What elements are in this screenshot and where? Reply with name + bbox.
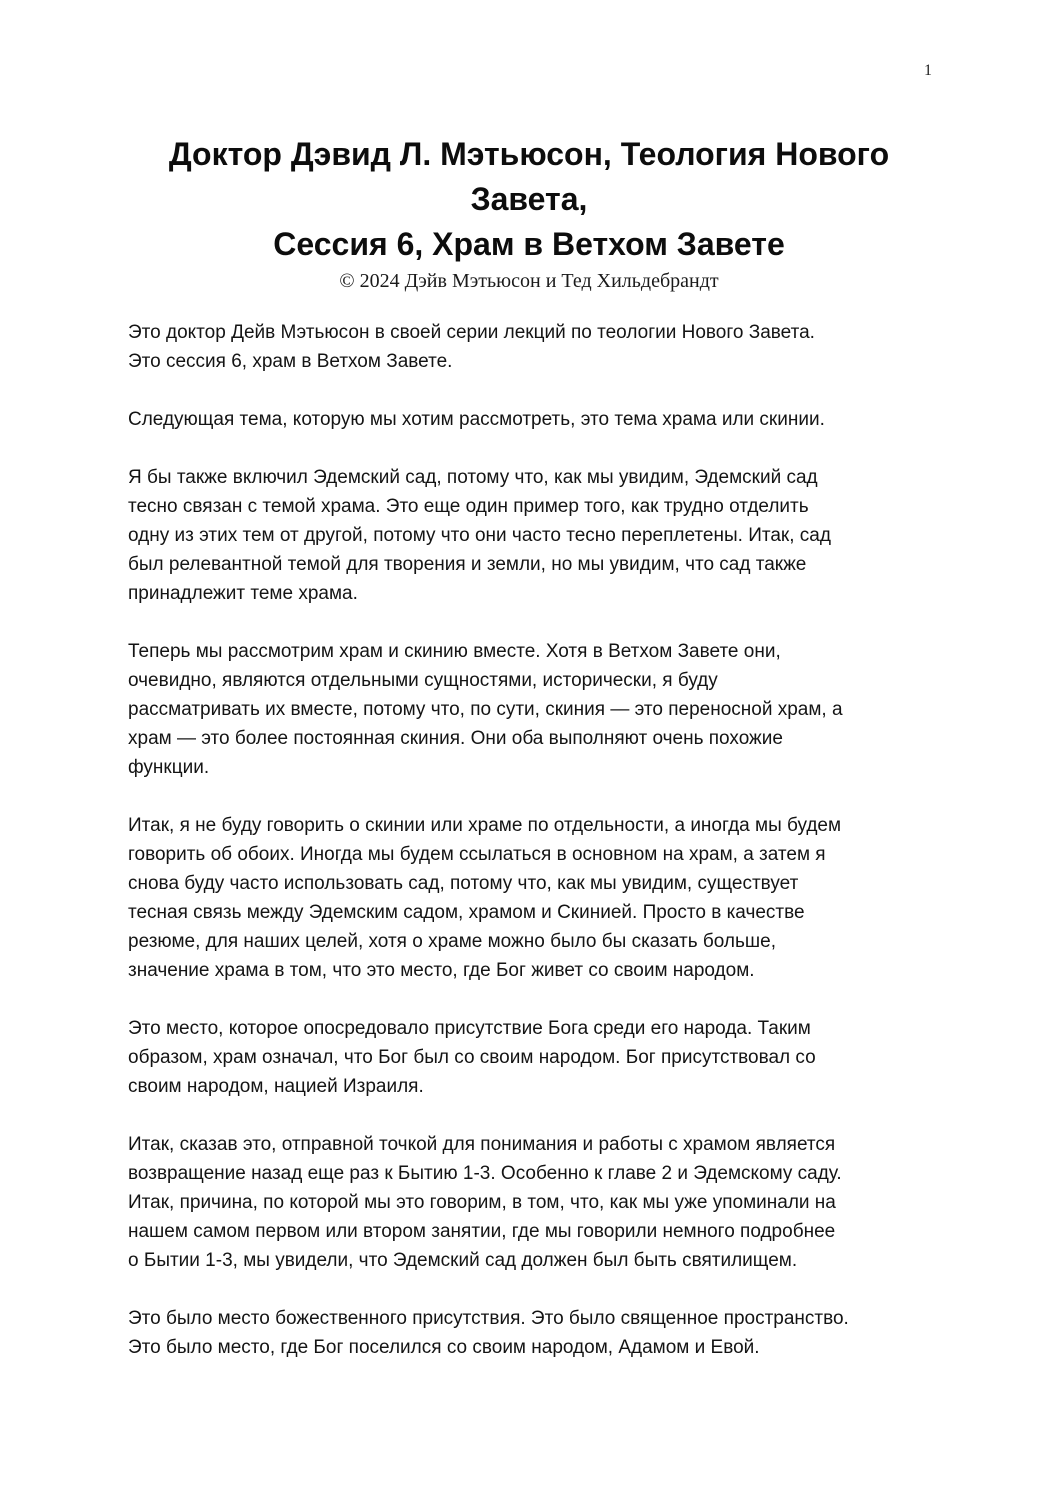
text-line: очевидно, являются отдельными сущностями, исторически, я буду xyxy=(128,670,718,691)
title-block xyxy=(60,132,998,293)
text-line: Итак, причина, по которой мы это говорим, в том, что, как мы уже упоминали на xyxy=(128,1192,836,1213)
document-title-line-1: Доктор Дэвид Л. Мэтьюсон, Теология Нового xyxy=(168,136,890,172)
text-line: Итак, сказав это, отправной точкой для понимания и работы с храмом является xyxy=(128,1134,836,1155)
text-line: Теперь мы рассмотрим храм и скинию вместе. Хотя в Ветхом Завете они, xyxy=(128,641,781,662)
paragraph-sacred-space xyxy=(128,1304,938,1362)
text-line: образом, храм означал, что Бог был со своим народом. Бог присутствовал со xyxy=(128,1047,816,1068)
page-number: 1 xyxy=(924,62,932,79)
text-line: возвращение назад еще раз к Бытию 1-3. Особенно к главе 2 и Эдемскому саду. xyxy=(128,1163,842,1184)
text-line: Это сессия 6, храм в Ветхом Завете. xyxy=(128,351,453,372)
text-line: говорить об обоих. Иногда мы будем ссылаться в основном на храм, а затем я xyxy=(128,844,826,865)
text-line: Итак, я не буду говорить о скинии или храме по отдельности, а иногда мы будем xyxy=(128,815,842,836)
text-line: Следующая тема, которую мы хотим рассмотреть, это тема храма или скинии. xyxy=(128,409,825,430)
text-line: Это было место божественного присутствия. Это было священное пространство. xyxy=(128,1308,849,1329)
text-line: храм — это более постоянная скиния. Они оба выполняют очень похожие xyxy=(128,728,783,749)
text-line: снова буду часто использовать сад, потому что, как мы увидим, существует xyxy=(128,873,799,894)
text-line: своим народом, нацией Израиля. xyxy=(128,1076,424,1097)
paragraph-intro xyxy=(128,318,938,376)
text-line: значение храма в том, что это место, где Бог живет со своим народом. xyxy=(128,960,755,981)
text-line: Это доктор Дейв Мэтьюсон в своей серии лекций по теологии Нового Завета. xyxy=(128,322,815,343)
text-line: тесно связан с темой храма. Это еще один пример того, как трудно отделить xyxy=(128,496,809,517)
document-body xyxy=(128,318,938,1391)
text-line: Это место, которое опосредовало присутствие Бога среди его народа. Таким xyxy=(128,1018,811,1039)
text-line: одну из этих тем от другой, потому что они часто тесно переплетены. Итак, сад xyxy=(128,525,831,546)
text-line: был релевантной темой для творения и земли, но мы увидим, что сад также xyxy=(128,554,807,575)
text-line: нашем самом первом или втором занятии, где мы говорили немного подробнее xyxy=(128,1221,836,1242)
paragraph-temple-tabernacle xyxy=(128,637,938,782)
paragraph-eden xyxy=(128,463,938,608)
text-line: тесная связь между Эдемским садом, храмом и Скинией. Просто в качестве xyxy=(128,902,805,923)
paragraph-topic xyxy=(128,405,938,434)
document-subtitle: Сессия 6, Храм в Ветхом Завете xyxy=(273,226,785,262)
text-line: Я бы также включил Эдемский сад, потому что, как мы увидим, Эдемский сад xyxy=(128,467,818,488)
text-line: резюме, для наших целей, хотя о храме можно было бы сказать больше, xyxy=(128,931,777,952)
paragraph-presence xyxy=(128,1014,938,1101)
paragraph-summary xyxy=(128,811,938,985)
paragraph-genesis xyxy=(128,1130,938,1275)
text-line: рассматривать их вместе, потому что, по сути, скиния — это переносной храм, а xyxy=(128,699,843,720)
text-line: Это было место, где Бог поселился со своим народом, Адамом и Евой. xyxy=(128,1337,760,1358)
text-line: о Бытии 1-3, мы увидели, что Эдемский сад должен был быть святилищем. xyxy=(128,1250,798,1271)
text-line: функции. xyxy=(128,757,210,778)
copyright-notice: © 2024 Дэйв Мэтьюсон и Тед Хильдебрандт xyxy=(339,270,719,292)
document-title-line-2: Завета, xyxy=(470,181,588,217)
text-line: принадлежит теме храма. xyxy=(128,583,358,604)
